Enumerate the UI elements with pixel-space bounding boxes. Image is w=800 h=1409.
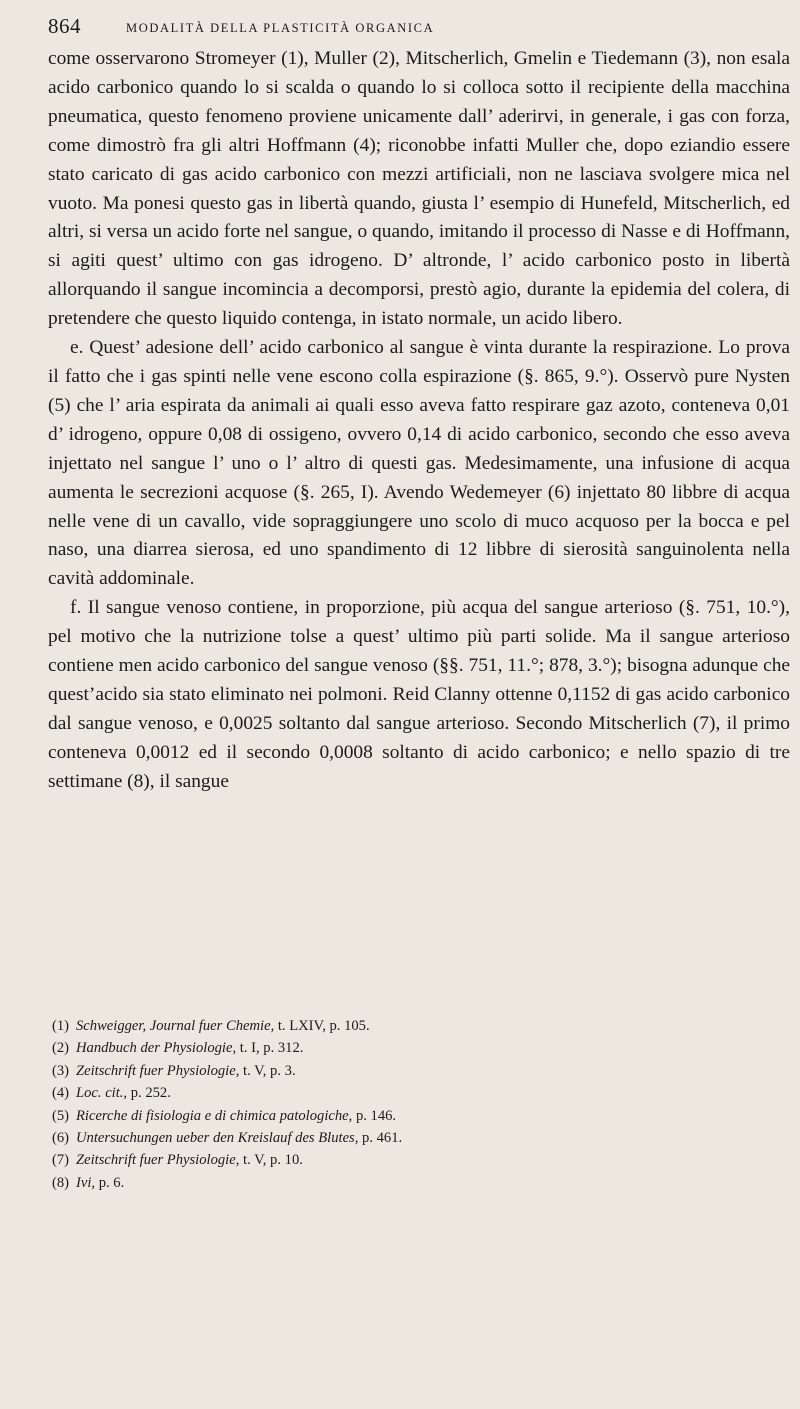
footnote [52,1082,772,1104]
page-header [48,14,788,44]
footnote [52,1127,772,1149]
footnote-author: Schweigger, [76,1018,147,1034]
footnote-number: (2) [52,1040,70,1057]
footnote-ref: t. I, p. 312. [239,1040,304,1057]
footnote-number: (3) [52,1062,70,1079]
footnote-ref: p. 6. [98,1174,125,1191]
footnote [52,1037,772,1059]
footnote-title: Zeitschrift fuer Physiologie, [76,1152,240,1169]
footnote [52,1149,772,1171]
footnote-title: Untersuchungen ueber den Kreislauf des Blutes, [76,1130,359,1147]
footnote-number: (6) [52,1130,70,1147]
footnote-ref: p. 461. [362,1130,403,1147]
body-text [48,45,790,797]
footnote [52,1015,772,1037]
footnote-title: Zeitschrift fuer Physiologie, [76,1062,240,1079]
footnote-title: Loc. cit., [76,1085,128,1102]
footnote-ref: p. 252. [130,1085,171,1102]
footnote-title: Handbuch der Physiologie, [76,1040,237,1057]
paragraph: come osservarono Stromeyer (1), Muller (2), Mitscherlich, Gmelin e Tiedemann (3), non esala acido carbonico quando lo si scalda o quando lo si colloca sotto il recipiente della macchina pneumatica, questo fenomeno proviene unicamente dall’ aderirvi, in generale, i gas con forza, come dimostrò fra gli altri Hoffmann (4); riconobbe infatti Muller che, dopo eziandio essere stato caricato di gas acido carbonico con mezzi artificiali, non ne lasciava svolgere mica nel vuoto. Ma ponesi questo gas in libertà quando, giusta l’ esempio di Hunefeld, Mitscherlich, ed altri, si versa un acido forte nel sangue, o quando, imitando il processo di Nasse e di Hoffmann, si agiti quest’ ultimo con gas idrogeno. D’ altronde, l’ acido carbonico posto in libertà allorquando il sangue incomincia a decomporsi, prestò agio, durante la epidemia del colera, di pretendere che questo liquido contenga, in istato normale, un acido libero. [48,48,790,330]
footnotes [52,1015,772,1194]
footnote-title: Ivi, [76,1174,96,1191]
footnote [52,1105,772,1127]
paragraph: f. Il sangue venoso contiene, in proporzione, più acqua del sangue arterioso (§. 751, 10.°), pel motivo che la nutrizione tolse a quest’ ultimo più parti solide. Ma il sangue arterioso contiene men acido carbonico del sangue venoso (§§. 751, 11.°; 878, 3.°); bisogna adunque che quest’acido sia stato eliminato nei polmoni. Reid Clanny ottenne 0,1152 di gas acido carbonico dal sangue venoso, e 0,0025 soltanto dal sangue arterioso. Secondo Mitscherlich (7), il primo conteneva 0,0012 ed il secondo 0,0008 soltanto di acido carbonico; e nello spazio di tre settimane (8), il sangue [48,597,790,792]
footnote [52,1172,772,1194]
running-head: MODALITÀ DELLA PLASTICITÀ ORGANICA [126,21,435,35]
footnote-title: Journal fuer Chemie, [149,1018,275,1034]
footnote-number: (1) [52,1018,70,1034]
footnote-ref: t. V, p. 3. [243,1062,296,1079]
paragraph: e. Quest’ adesione dell’ acido carbonico al sangue è vinta durante la respirazione. Lo prova il fatto che i gas spinti nelle vene escono colla espirazione (§. 865, 9.°). Osservò pure Nysten (5) che l’ aria espirata da animali ai quali esso aveva fatto respirare gaz azoto, conteneva 0,01 d’ idrogeno, oppure 0,08 di ossigeno, ovvero 0,14 di acido carbonico, secondo che esso aveva injettato nel sangue l’ uno o l’ altro di questi gas. Medesimamente, una infusione di acqua aumenta le secrezioni acquose (§. 265, I). Avendo Wedemeyer (6) injettato 80 libbre di acqua nelle vene di un cavallo, vide sopraggiungere uno scolo di muco acquoso per la bocca e pel naso, una diarrea sierosa, ed uno spandimento di 12 libbre di sierosità sanguinolenta nella cavità addominale. [48,337,790,590]
footnote-number: (8) [52,1174,70,1191]
footnote-number: (5) [52,1107,70,1124]
footnote-ref: p. 146. [355,1107,397,1124]
footnote [52,1060,772,1082]
footnote-number: (7) [52,1152,70,1169]
footnote-ref: t. LXIV, p. 105. [277,1018,370,1034]
footnote-title: Ricerche di fisiologia e di chimica patologiche, [76,1107,353,1124]
page-number: 864 [48,14,81,38]
footnote-number: (4) [52,1085,70,1102]
footnote-ref: t. V, p. 10. [243,1152,303,1169]
